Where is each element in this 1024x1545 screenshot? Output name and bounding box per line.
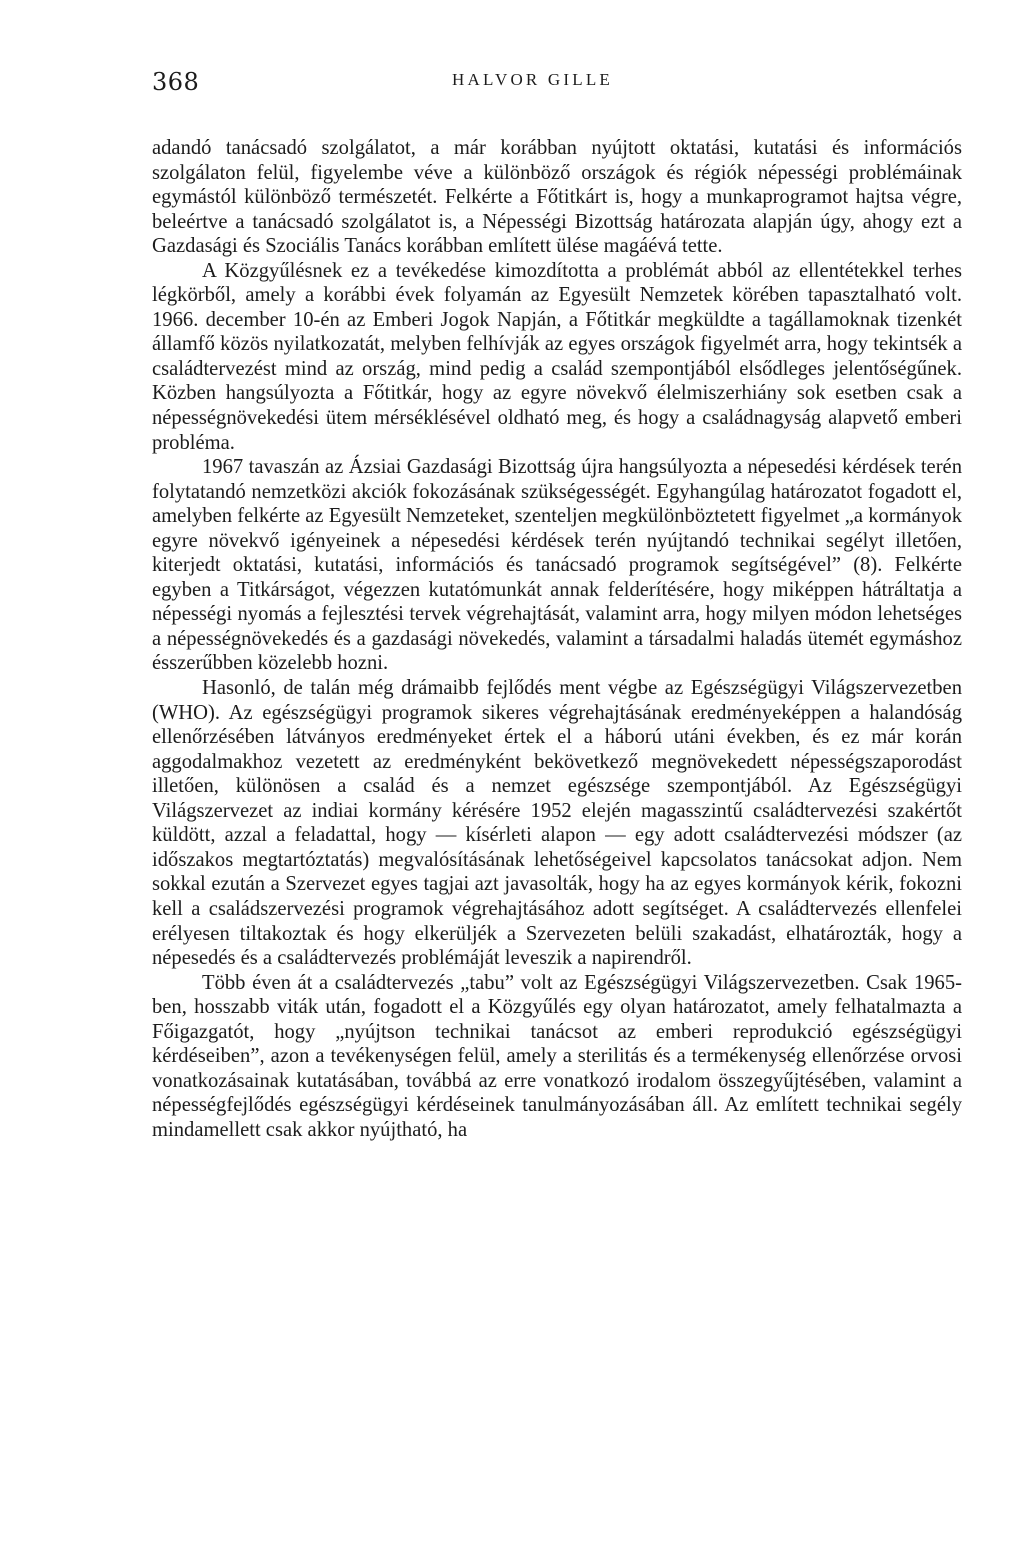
page-number: 368 (152, 68, 200, 96)
paragraph-continuation: adandó tanácsadó szolgálatot, a már korábban nyújtott oktatási, kutatási és információs szolgálaton felül, figyelembe véve a különböző országok és régiók népességi problémáinak egymástól különböző természetét. Felkérte a Főtitkárt is, hogy a munkaprogramot hajtsa végre, beleértve a tanácsadó szolgálatot is, a Népességi Bizottság határozata alapján úgy, ahogy ezt a Gazdasági és Szociális Tanács korábban említett ülése magáévá tette. (152, 137, 962, 258)
paragraph: Hasonló, de talán még drámaibb fejlődés ment végbe az Egészségügyi Világszervezetben (WHO). Az egészségügyi programok sikeres végrehajtásának eredményeképpen a halandóság ellenőrzésében látványos eredményeket értek el a háború utáni években, és ez már korán aggodalmakhoz vezetett az eredményként bekövetkező megnövekedett népességszaporodást illetően, különösen a család és a nemzet egészsége szempontjából. Az Egészségügyi Világszervezet az indiai kormány kérésére 1952 elején magasszintű családtervezési szakértőt küldött, azzal a feladattal, hogy — kísérleti alapon — egy adott családtervezési módszer (az időszakos megtartóztatás) megvalósításának lehetőségeivel kapcsolatos tanácsokat adjon. Nem sokkal ezután a Szervezet egyes tagjai azt javasolták, hogy ha az egyes kormányok kérik, fokozni kell a családszervezési programok végrehajtásához adott segítséget. A családtervezés ellenfelei erélyesen tiltakoztak és hogy elkerüljék a Szervezeten belüli szakadást, elhatározták, hogy a népesedés és a családtervezés problémáját leveszik a napirendről. (152, 677, 962, 970)
paragraph: A Közgyűlésnek ez a tevékedése kimozdította a problémát abból az ellentétekkel terhes légkörből, amely a korábbi évek folyamán az Egyesült Nemzetek körében tapasztalható volt. 1966. december 10-én az Emberi Jogok Napján, a Főtitkár megküldte a tagállamoknak tizenkét államfő közös nyilatkozatát, melyben felhívják az egyes országok figyelmét arra, hogy tekintsék a családtervezést mind az ország, mind pedig a család szempontjából elsődleges jelentőségűnek. Közben hangsúlyozta a Főtitkár, hogy az egyre növekvő élelmiszerhiány sok esetben csak a népességnövekedési ütem mérséklésével oldható meg, és hogy a családnagyság alapvető emberi probléma. (152, 259, 962, 454)
paragraph: 1967 tavaszán az Ázsiai Gazdasági Bizottság újra hangsúlyozta a népesedési kérdések terén folytatandó nemzetközi akciók fokozásának szükségességét. Egyhangúlag határozatot fogadott el, amelyben felkérte az Egyesült Nemzeteket, szenteljen megkülönböztetett figyelmet „a kormányok egyre növekvő igényeinek a népesedési kérdések terén nyújtandó technikai segélyt illetően, kiterjedt oktatási, kutatási, információs és tanácsadó programok segítségével” (8). Felkérte egyben a Titkárságot, végezzen kutatómunkát annak felderítésére, hogy miképpen hátráltatja a népességi nyomás a fejlesztési tervek végrehajtását, valamint arra, hogy milyen módon lehetséges a népességnövekedés és a gazdasági növekedés, valamint a társadalmi haladás ütemét egymáshoz ésszerűbben közelebb hozni. (152, 456, 962, 675)
page-header (152, 62, 962, 102)
paragraph: Több éven át a családtervezés „tabu” volt az Egészségügyi Világszervezetben. Csak 1965-ben, hosszabb viták után, fogadott el a Közgyűlés egy olyan határozatot, amely felhatalmazta a Főigazgatót, hogy „nyújtson technikai tanácsot az emberi reprodukció egészségügyi kérdéseiben”, azon a tevékenységen felül, amely a sterilitás és a termékenység ellenőrzése orvosi vonatkozásainak kutatásában, továbbá az erre vonatkozó irodalom összegyűjtésében, valamint a népességfejlődés egészségügyi kérdéseinek tanulmányozásában áll. Az említett technikai segély mindamellett csak akkor nyújtható, ha (152, 971, 962, 1141)
running-head: HALVOR GILLE (452, 70, 614, 89)
body-text (152, 136, 962, 1142)
